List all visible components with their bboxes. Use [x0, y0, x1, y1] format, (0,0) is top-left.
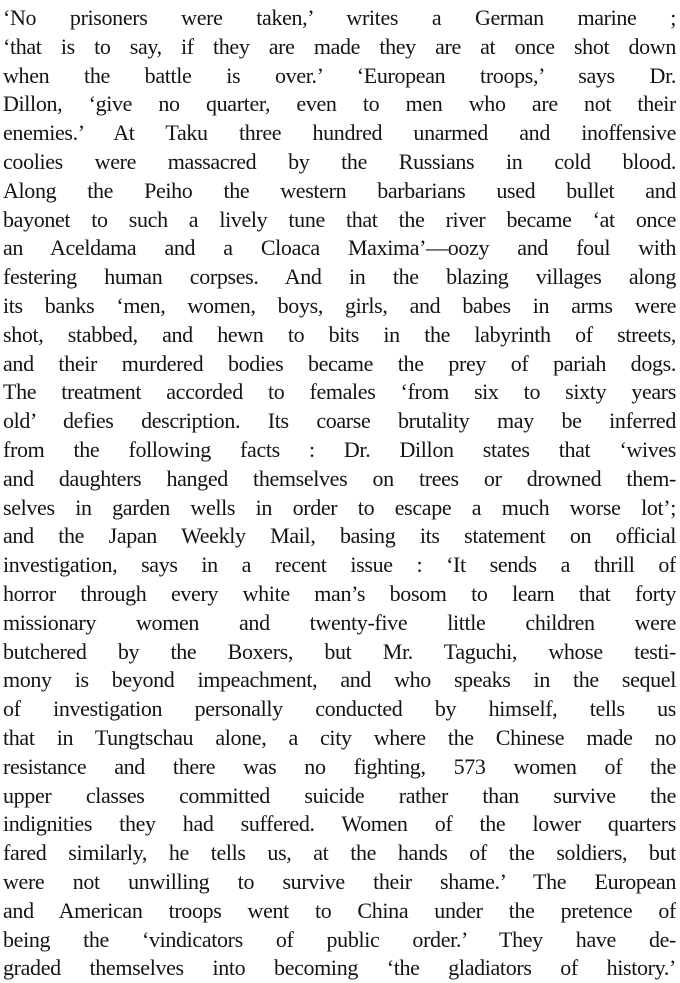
text-line: and their murdered bodies became the prey of pariah dogs. [3, 350, 676, 376]
text-line: resistance and there was no fighting, 573 women of the [3, 753, 676, 779]
text-line: selves in garden wells in order to escape a much worse lot’; [3, 494, 676, 520]
text-line: old’ defies description. Its coarse brutality may be inferred [3, 408, 676, 434]
text-line: festering human corpses. And in the blazing villages along [3, 264, 676, 290]
text-line: upper classes committed suicide rather than survive the [3, 782, 676, 808]
text-line: were not unwilling to survive their shame.’ The European [3, 868, 676, 894]
text-line: mony is beyond impeachment, and who speaks in the sequel [3, 667, 676, 693]
text-line: coolies were massacred by the Russians in cold blood. [3, 148, 676, 174]
text-line: an Aceldama and a Cloaca Maxima’—oozy and foul with [3, 235, 676, 261]
text-line: Dillon, ‘give no quarter, even to men who are not their [3, 91, 676, 117]
text-line: graded themselves into becoming ‘the gladiators of history.’ [3, 955, 676, 981]
text-line: fared similarly, he tells us, at the hands of the soldiers, but [3, 840, 676, 866]
text-line: enemies.’ At Taku three hundred unarmed and inoffensive [3, 120, 676, 146]
text-line: from the following facts : Dr. Dillon states that ‘wives [3, 436, 676, 462]
text-line: when the battle is over.’ ‘European troops,’ says Dr. [3, 62, 676, 88]
text-line: ‘that is to say, if they are made they are at once shot down [3, 33, 676, 59]
text-line: ‘No prisoners were taken,’ writes a German marine ; [3, 5, 676, 30]
text-line: Along the Peiho the western barbarians used bullet and [3, 177, 676, 203]
article-text [3, 4, 676, 983]
text-line: missionary women and twenty-five little children were [3, 609, 676, 635]
text-line: butchered by the Boxers, but Mr. Taguchi, whose testi- [3, 638, 676, 664]
text-line: its banks ‘men, women, boys, girls, and babes in arms were [3, 292, 676, 318]
text-line: of investigation personally conducted by himself, tells us [3, 696, 676, 722]
text-line: shot, stabbed, and hewn to bits in the labyrinth of streets, [3, 321, 676, 347]
text-line: indignities they had suffered. Women of the lower quarters [3, 811, 676, 837]
text-line: and American troops went to China under the pretence of [3, 897, 676, 923]
text-line: The treatment accorded to females ‘from six to sixty years [3, 379, 676, 405]
text-line: investigation, says in a recent issue : ‘It sends a thrill of [3, 552, 676, 578]
text-line: being the ‘vindicators of public order.’ They have de- [3, 926, 676, 952]
text-line: horror through every white man’s bosom to learn that forty [3, 580, 676, 606]
text-line: and daughters hanged themselves on trees or drowned them- [3, 465, 676, 491]
text-line: that in Tungtschau alone, a city where the Chinese made no [3, 724, 676, 750]
text-line: and the Japan Weekly Mail, basing its statement on official [3, 523, 676, 549]
text-line: bayonet to such a lively tune that the river became ‘at once [3, 206, 676, 232]
